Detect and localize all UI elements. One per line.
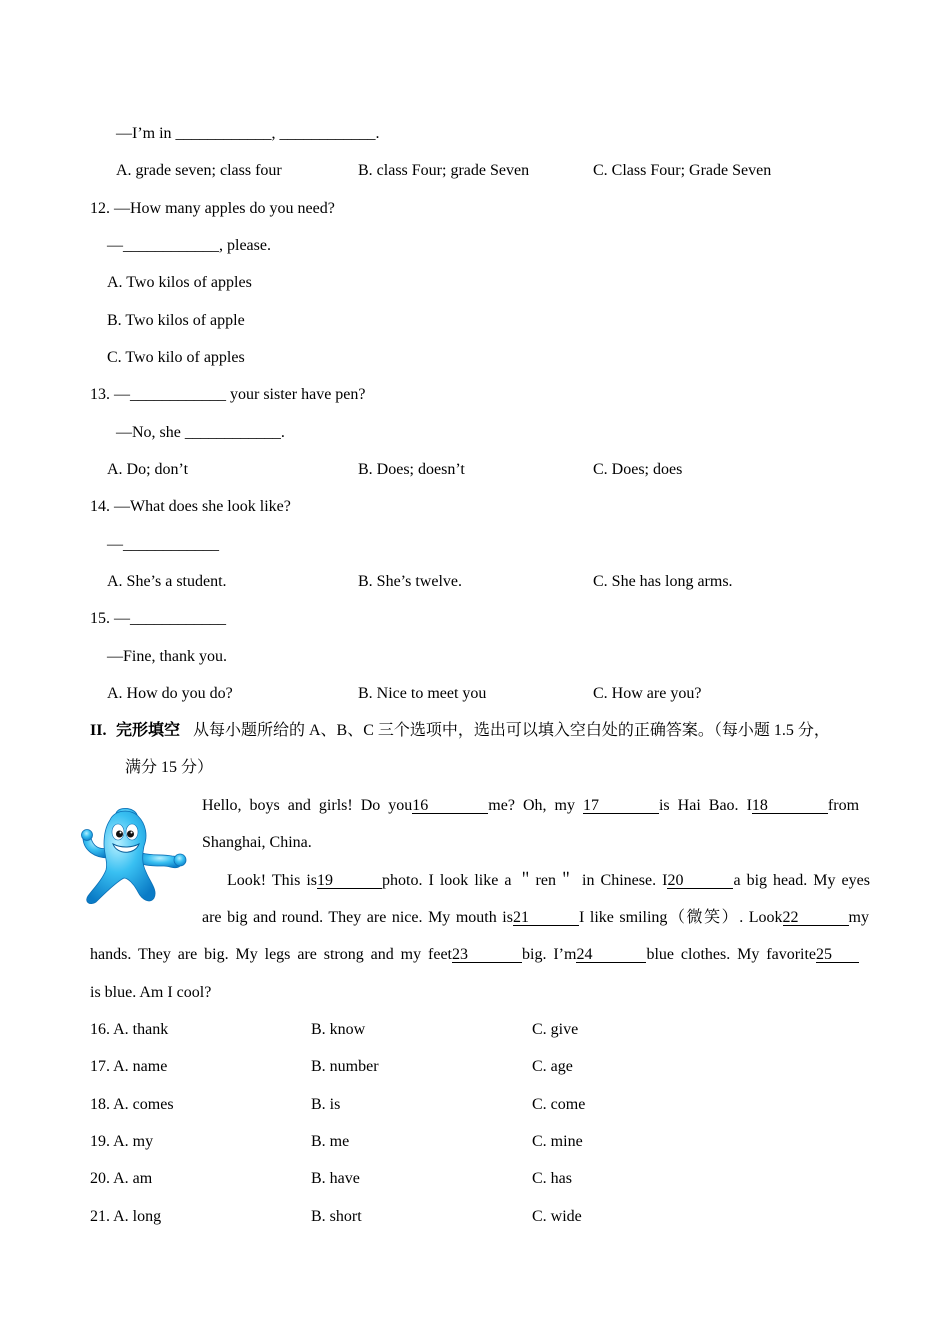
q11-reply: —I’m in ____________, ____________. [116,125,380,142]
q14-reply: —____________ [107,536,219,553]
cloze-q16-option-a: 16. A. thank [90,1021,169,1038]
cloze-q20-option-b: B. have [311,1170,360,1187]
q15-option-b: B. Nice to meet you [358,685,487,702]
passage-text: a big head. My eyes [733,872,870,889]
passage-text: from [827,797,860,814]
mascot-right-fist [174,854,186,866]
cloze-q18-option-a: 18. A. comes [90,1096,174,1113]
passage-blank-17: 17 [583,798,659,814]
cloze-q18-option-b: B. is [311,1096,341,1113]
q15-reply-row [0,647,950,667]
cloze-q17-row [0,1057,950,1077]
passage-line-6 [0,983,950,1003]
section2-heading [0,721,950,741]
q12-option-b-row [0,311,950,331]
section2-instructions-cont: 满分 15 分） [125,759,214,776]
passage-text: Look! This is [227,872,317,889]
q11-reply-row [0,124,950,144]
passage-blank-19: 19 [317,873,382,889]
passage-text: is blue. Am I cool? [90,984,212,1001]
cloze-q17-option-b: B. number [311,1058,379,1075]
q13-options-row [0,460,950,480]
cloze-q16-row [0,1020,950,1040]
passage-text: blue clothes. My favorite [646,946,817,963]
q12-reply-row [0,236,950,256]
passage-text: is Hai Bao. I [658,797,752,814]
q15-prompt: 15. —____________ [90,610,226,627]
cloze-q20-option-c: C. has [532,1170,572,1187]
q13-reply: —No, she ____________. [116,424,285,441]
section2-instructions: 从每小题所给的 A、B、C 三个选项中，选出可以填入空白处的正确答案。（每小题 1.5 分， [193,722,830,739]
section2-number: II. [90,722,107,739]
cloze-q20-option-a: 20. A. am [90,1170,153,1187]
passage-text: Shanghai, China. [202,834,312,851]
section2-title: 完形填空 [116,722,181,739]
cloze-q19-row [0,1132,950,1152]
q15-option-c: C. How are you? [593,685,702,702]
passage-line-3 [0,871,950,891]
q12-option-a: A. Two kilos of apples [107,274,252,291]
passage-text: Hello, boys and girls! Do you [202,797,413,814]
passage-line-5-text [90,945,859,965]
cloze-q21-option-a: 21. A. long [90,1208,162,1225]
passage-text: are big and round. They are nice. My mouth is [202,909,513,926]
q14-reply-row [0,535,950,555]
q15-reply: —Fine, thank you. [107,648,227,665]
q14-options-row [0,572,950,592]
passage-blank-20: 20 [667,873,733,889]
q14-option-b: B. She’s twelve. [358,573,462,590]
cloze-q18-option-c: C. come [532,1096,586,1113]
passage-text: hands. They are big. My legs are strong and my feet [90,946,452,963]
q13-reply-row [0,423,950,443]
q11-options-row [0,161,950,181]
passage-text: I like smiling（微笑）. Look [578,909,783,926]
q12-option-c-row [0,348,950,368]
q15-prompt-row [0,609,950,629]
passage-line-1 [0,796,950,816]
q13-option-c: C. Does; does [593,461,683,478]
q12-reply: —____________, please. [107,237,271,254]
cloze-q20-row [0,1169,950,1189]
passage-line-2 [0,833,950,853]
cloze-q18-row [0,1095,950,1115]
cloze-q19-option-b: B. me [311,1133,350,1150]
cloze-q19-option-a: 19. A. my [90,1133,154,1150]
q12-option-a-row [0,273,950,293]
q11-option-a: A. grade seven; class four [116,162,282,179]
q15-options-row [0,684,950,704]
passage-line-1-text [202,796,859,816]
q13-option-b: B. Does; doesn’t [358,461,465,478]
cloze-q21-option-b: B. short [311,1208,362,1225]
q11-option-c: C. Class Four; Grade Seven [593,162,772,179]
hai-bao-mascot-image [80,806,190,914]
q13-prompt: 13. —____________ your sister have pen? [90,386,366,403]
q13-option-a: A. Do; don’t [107,461,189,478]
passage-line-5 [0,945,950,965]
passage-text: me? Oh, my [488,797,583,814]
passage-blank-21: 21 [513,910,579,926]
passage-line-4-text [202,908,869,928]
cloze-q21-option-c: C. wide [532,1208,582,1225]
passage-blank-18: 18 [752,798,828,814]
q12-prompt-row [0,199,950,219]
cloze-q19-option-c: C. mine [532,1133,583,1150]
q15-option-a: A. How do you do? [107,685,233,702]
q12-option-b: B. Two kilos of apple [107,312,245,329]
q14-option-a: A. She’s a student. [107,573,227,590]
passage-line-4 [0,908,950,928]
cloze-q16-option-b: B. know [311,1021,366,1038]
q13-prompt-row [0,385,950,405]
passage-blank-25: 25 [816,947,859,963]
passage-blank-23: 23 [452,947,522,963]
cloze-q17-option-a: 17. A. name [90,1058,168,1075]
passage-blank-24: 24 [576,947,646,963]
q14-prompt-row [0,497,950,517]
cloze-q21-row [0,1207,950,1227]
passage-text: my [848,909,869,926]
q11-option-b: B. class Four; grade Seven [358,162,530,179]
section2-instructions-cont-row [0,758,950,778]
passage-blank-22: 22 [783,910,849,926]
q14-option-c: C. She has long arms. [593,573,733,590]
cloze-q16-option-c: C. give [532,1021,579,1038]
passage-text: photo. I look like a ＂ren＂ in Chinese. I [382,872,668,889]
q14-prompt: 14. —What does she look like? [90,498,291,515]
passage-line-3-text [227,871,870,891]
q12-option-c: C. Two kilo of apples [107,349,245,366]
passage-blank-16: 16 [412,798,488,814]
cloze-q17-option-c: C. age [532,1058,573,1075]
q12-prompt: 12. —How many apples do you need? [90,200,335,217]
passage-text: big. I’m [522,946,577,963]
